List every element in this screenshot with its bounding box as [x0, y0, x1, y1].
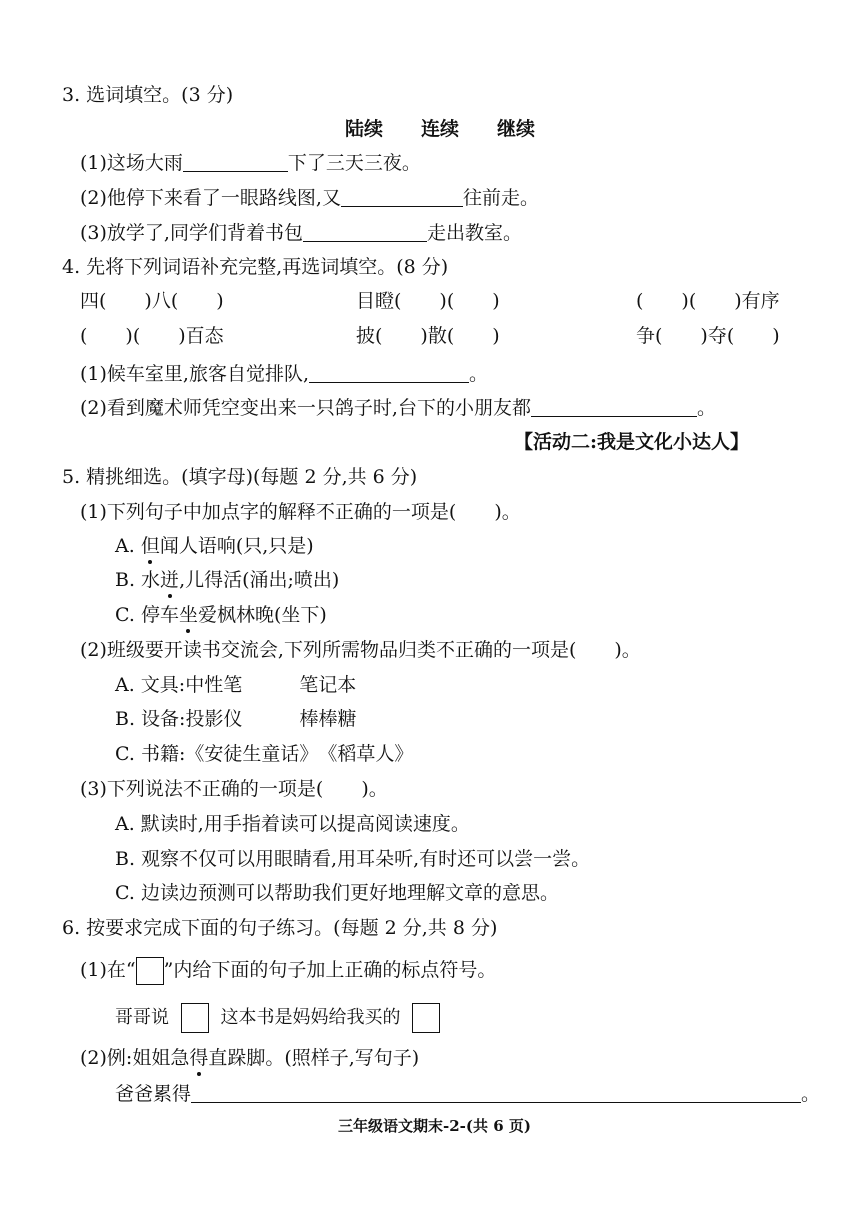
q4-title: 4. 先将下列词语补充完整,再选词填空。(8 分) [62, 256, 449, 278]
dotted-character: 但 [140, 535, 160, 557]
dotted-character: 迸 [160, 569, 180, 591]
option-text: B. 水 [115, 569, 161, 591]
option-text: ,儿得活(涌出;喷出) [179, 569, 340, 591]
answer-blank[interactable] [531, 396, 697, 417]
sentence-text: (2)看到魔术师凭空变出来一只鸽子时,台下的小朋友都 [80, 397, 531, 419]
sentence-text: 。 [801, 1083, 821, 1105]
q3-word-bank [345, 116, 573, 142]
q5-option-2b[interactable]: B. 设备:投影仪 棒棒糖 [115, 708, 357, 730]
word-option: 继续 [497, 118, 536, 140]
idiom-fill[interactable]: ( )( )有序 [636, 290, 780, 312]
q6-title: 6. 按要求完成下面的句子练习。(每题 2 分,共 8 分) [62, 917, 498, 939]
dotted-character: 得 [189, 1047, 209, 1069]
prompt-text: (1)在“ [80, 959, 136, 981]
option-text: 爱枫林晚(坐下) [197, 604, 327, 626]
option-text: A. [115, 535, 141, 557]
q5-option-2c[interactable]: C. 书籍:《安徒生童话》 《稻草人》 [115, 743, 414, 765]
sentence-text: (1)候车室里,旅客自觉排队, [80, 363, 309, 385]
page-footer: 三年级语文期末-2-(共 6 页) [338, 1117, 531, 1135]
answer-blank[interactable] [183, 151, 288, 172]
q3-sentence-1 [80, 150, 421, 176]
answer-blank[interactable] [341, 186, 463, 207]
q3-sentence-2 [80, 185, 539, 211]
word-option: 陆续 [345, 118, 384, 140]
punctuation-answer-box[interactable] [412, 1003, 440, 1033]
dotted-character: 坐 [178, 604, 198, 626]
q5-title: 5. 精挑细选。(填字母)(每题 2 分,共 6 分) [62, 466, 418, 488]
idiom-fill[interactable]: 目瞪( )( ) [356, 290, 500, 312]
sentence-text: 。 [469, 363, 489, 385]
q6-example-sentence [115, 1003, 440, 1033]
answer-blank[interactable] [303, 221, 427, 242]
sentence-text: (1)这场大雨 [80, 152, 183, 174]
q6-prompt-2 [80, 1045, 419, 1071]
option-text: C. 停车 [115, 604, 179, 626]
activity-heading: 【活动二:我是文化小达人】 [514, 431, 750, 453]
sentence-text: 哥哥说 [115, 1007, 169, 1028]
prompt-text: ”内给下面的句子加上正确的标点符号。 [163, 959, 497, 981]
q5-prompt-1: (1)下列句子中加点字的解释不正确的一项是( )。 [80, 501, 521, 523]
q5-option-1a[interactable] [115, 533, 314, 559]
q6-prompt-1 [80, 957, 496, 985]
punctuation-answer-box[interactable] [181, 1003, 209, 1033]
idiom-fill[interactable]: 争( )夺( ) [636, 325, 780, 347]
q3-sentence-3 [80, 220, 522, 246]
q5-option-2a[interactable]: A. 文具:中性笔 笔记本 [115, 674, 357, 696]
prompt-text: 直跺脚。(照样子,写句子) [208, 1047, 420, 1069]
sentence-text: 这本书是妈妈给我买的 [220, 1007, 401, 1028]
q5-option-1c[interactable] [115, 602, 327, 628]
punctuation-box-icon [136, 957, 164, 985]
answer-blank[interactable] [309, 362, 469, 383]
prompt-text: (2)例:姐姐急 [80, 1047, 190, 1069]
option-text: 闻人语响(只,只是) [159, 535, 314, 557]
sentence-text: 走出教室。 [426, 222, 522, 244]
q5-option-3a[interactable]: A. 默读时,用手指着读可以提高阅读速度。 [115, 813, 470, 835]
q4-sentence-2 [80, 395, 716, 421]
answer-blank[interactable] [191, 1082, 801, 1103]
q4-sentence-1 [80, 361, 488, 387]
sentence-text: 下了三天三夜。 [287, 152, 421, 174]
q5-option-3c[interactable]: C. 边读边预测可以帮助我们更好地理解文章的意思。 [115, 882, 559, 904]
q5-option-1b[interactable] [115, 567, 339, 593]
idiom-fill[interactable]: 四( )八( ) [80, 290, 224, 312]
idiom-fill[interactable]: ( )( )百态 [80, 325, 224, 347]
idiom-fill[interactable]: 披( )散( ) [356, 325, 500, 347]
sentence-text: 爸爸累得 [115, 1083, 192, 1105]
sentence-text: (3)放学了,同学们背着书包 [80, 222, 303, 244]
sentence-text: 往前走。 [462, 187, 539, 209]
q5-prompt-2: (2)班级要开读书交流会,下列所需物品归类不正确的一项是( )。 [80, 639, 641, 661]
sentence-text: (2)他停下来看了一眼路线图,又 [80, 187, 341, 209]
sentence-text: 。 [696, 397, 716, 419]
q5-prompt-3: (3)下列说法不正确的一项是( )。 [80, 778, 388, 800]
word-option: 连续 [421, 118, 460, 140]
q5-option-3b[interactable]: B. 观察不仅可以用眼睛看,用耳朵听,有时还可以尝一尝。 [115, 848, 591, 870]
q6-answer-line [115, 1081, 820, 1107]
q3-title: 3. 选词填空。(3 分) [62, 84, 234, 106]
